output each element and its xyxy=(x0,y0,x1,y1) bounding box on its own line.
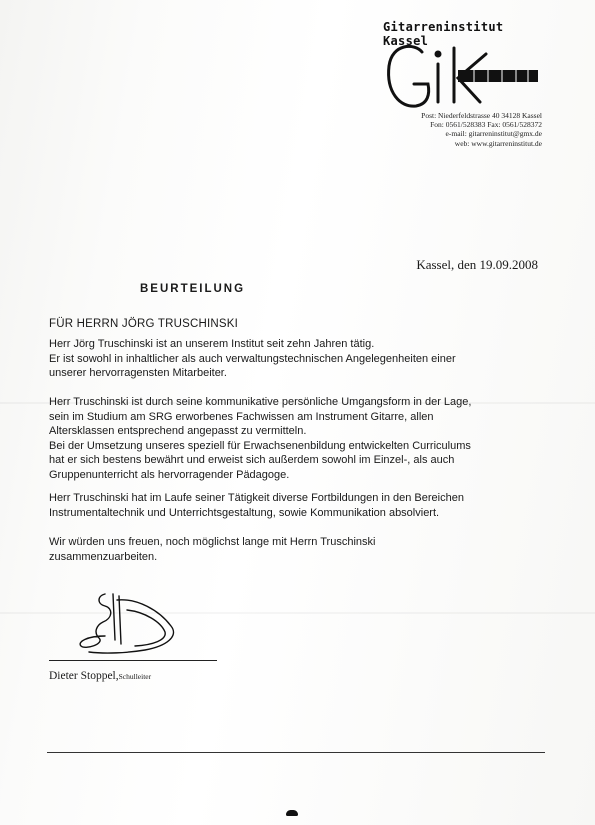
text-line: Bei der Umsetzung unseres speziell für Erwachsenenbildung entwickelten Curriculums xyxy=(49,439,471,452)
handwritten-signature xyxy=(75,588,195,663)
text-line: Herr Jörg Truschinski ist an unserem Institut seit zehn Jahren tätig. xyxy=(49,338,375,350)
phone-line: Fon: 0561/528383 Fax: 0561/528372 xyxy=(430,120,542,130)
signer-name: Dieter Stoppel, xyxy=(49,670,119,682)
logo-guitar-neck xyxy=(458,70,538,82)
signer xyxy=(49,670,151,682)
text-line: Gruppenunterricht als hervorragender Pädagoge. xyxy=(49,468,290,481)
institute-address xyxy=(372,111,542,148)
text-line: Herr Truschinski hat im Laufe seiner Tätigkeit diverse Fortbildungen in den Bereichen xyxy=(49,492,464,504)
text-line: Instrumentaltechnik und Unterrichtsgestaltung, sowie Kommunikation absolviert. xyxy=(49,506,440,519)
text-line: sein im Studium am SRG erworbenes Fachwissen am Instrument Gitarre, allen xyxy=(49,410,434,423)
logo-dot xyxy=(435,51,442,58)
document-heading: BEURTEILUNG xyxy=(140,283,246,295)
institute-logo xyxy=(382,40,542,114)
text-line: Altersklassen entsprechend angepasst zu vermitteln. xyxy=(49,425,307,437)
institute-name: Gitarreninstitut Kassel xyxy=(383,20,504,48)
text-line: Herr Truschinski ist durch seine kommunikative persönliche Umgangsform in der Lage, xyxy=(49,396,472,408)
date-line: Kassel, den 19.09.2008 xyxy=(416,257,538,272)
text-line: unserer hervorragensten Mitarbeiter. xyxy=(49,367,227,379)
signature-line xyxy=(49,660,217,661)
paragraph xyxy=(49,491,569,520)
text-line: Er ist sowohl in inhaltlicher als auch verwaltungstechnischen Angelegenheiten einer xyxy=(49,352,456,365)
binder-mark xyxy=(286,810,298,816)
address-line: Post: Niederfeldstrasse 40 34128 Kassel xyxy=(421,111,542,120)
paragraph xyxy=(49,395,569,482)
text-line: hat er sich bestens bewährt und erweist sich außerdem sowohl im Einzel-, als auch xyxy=(49,454,455,466)
paragraph xyxy=(49,535,569,564)
signer-role: Schulleiter xyxy=(118,672,152,681)
recipient-line: FÜR HERRN JÖRG TRUSCHINSKI xyxy=(49,318,238,330)
text-line: zusammenzuarbeiten. xyxy=(49,550,158,563)
email-line: e-mail: gitarreninstitut@gmx.de xyxy=(445,129,542,139)
web-line: web: www.gitarreninstitut.de xyxy=(454,138,542,148)
paragraph xyxy=(49,337,569,381)
text-line: Wir würden uns freuen, noch möglichst lange mit Herrn Truschinski xyxy=(49,536,376,548)
footer-line xyxy=(47,752,545,753)
